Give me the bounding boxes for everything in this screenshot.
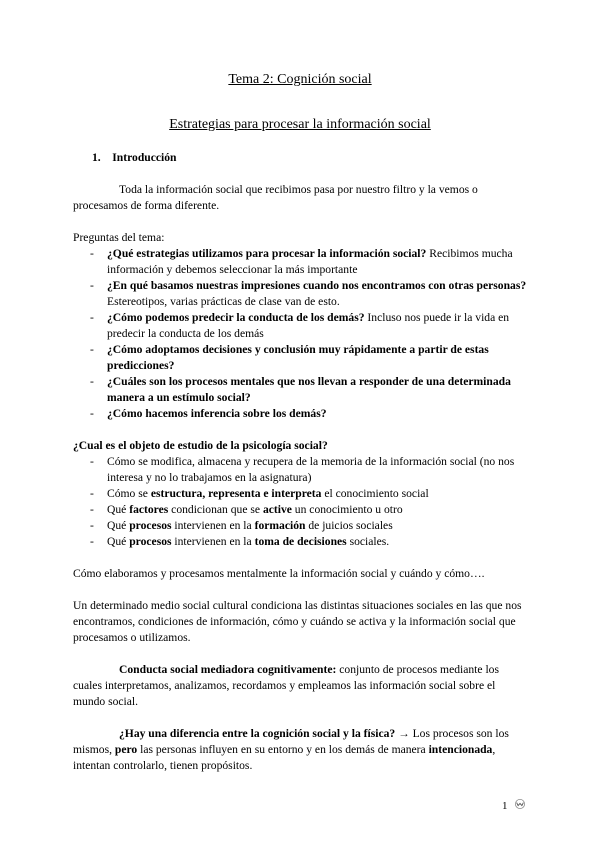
section-number: 1. <box>92 151 101 164</box>
diferencia-text-bold: intencionada <box>428 743 493 756</box>
question-text: Estereotipos, varias prácticas de clase van de esto. <box>107 295 340 308</box>
list-item <box>73 342 528 374</box>
section-title: Introducción <box>112 151 177 164</box>
item-text-bold: active <box>262 503 292 516</box>
item-text: Cómo se modifica, almacena y recupera de la memoria de la información social (no nos interesa y no lo trabajamos en la asignatura) <box>107 455 515 484</box>
list-item <box>73 502 528 518</box>
question-text: Recibimos mucha información y debemos seleccionar la más importante <box>107 247 513 276</box>
item-text: Qué <box>107 503 130 516</box>
item-text: el conocimiento social <box>321 487 429 500</box>
question-bold: ¿Cómo adoptamos decisiones y conclusión muy rápidamente a partir de estas predicciones? <box>107 343 489 372</box>
diferencia-text: las personas influyen en su entorno y en los demás de manera <box>137 743 429 756</box>
page-title: Tema 2: Cognición social <box>228 72 372 87</box>
item-text: Cómo se <box>107 487 151 500</box>
question-bold: ¿Cómo hacemos inferencia sobre los demás? <box>107 407 327 420</box>
paragraph-como: Cómo elaboramos y procesamos mentalmente la información social y cuándo y cómo…. <box>73 567 485 580</box>
question-text: Incluso nos puede ir la vida en predecir la conducta de los demás <box>107 311 510 340</box>
questions-list <box>73 246 528 422</box>
item-text-bold: factores <box>129 503 169 516</box>
item-text: sociales. <box>346 535 390 548</box>
item-text-bold: estructura, representa e interpreta <box>150 487 322 500</box>
page-subtitle: Estrategias para procesar la información social <box>169 117 431 132</box>
question-bold: ¿Qué estrategias utilizamos para procesar la información social? <box>107 247 427 260</box>
item-text-bold: toma de decisiones <box>254 535 347 548</box>
section-heading <box>92 150 177 166</box>
paragraph-conducta <box>73 662 528 710</box>
question-bold: ¿En qué basamos nuestras impresiones cuando nos encontramos con otras personas? <box>107 279 527 292</box>
item-text: Qué <box>107 535 130 548</box>
item-text: intervienen en la <box>171 535 255 548</box>
list-item <box>73 278 528 310</box>
item-text: condicionan que se <box>168 503 263 516</box>
list-item <box>73 534 528 550</box>
diferencia-text: → Los procesos son los mismos, <box>73 727 509 756</box>
paragraph-diferencia <box>73 726 528 774</box>
question-bold: ¿Cómo podemos predecir la conducta de los demás? <box>107 311 365 324</box>
item-text: un conocimiento u otro <box>291 503 403 516</box>
list-item <box>73 406 528 422</box>
list-item <box>73 246 528 278</box>
list-item <box>73 518 528 534</box>
list-item <box>73 486 528 502</box>
item-text: de juicios sociales <box>305 519 393 532</box>
question-bold: ¿Cuáles son los procesos mentales que nos llevan a responder de una determinada manera a un estímulo social? <box>107 375 511 404</box>
item-text-bold: procesos <box>129 535 172 548</box>
list-item <box>73 454 528 486</box>
diferencia-question: ¿Hay una diferencia entre la cognición social y la física? <box>119 727 396 740</box>
paragraph-medio: Un determinado medio social cultural condiciona las distintas situaciones sociales en las que nos encontramos, condiciones de información, cómo y cuándo se activa y la información social que procesamos o utilizamos. <box>73 599 522 644</box>
conducta-term: Conducta social mediadora cognitivamente: <box>119 663 337 676</box>
questions-intro: Preguntas del tema: <box>73 231 165 244</box>
wuolah-logo-icon <box>513 798 527 814</box>
intro-paragraph: Toda la información social que recibimos pasa por nuestro filtro y la vemos o procesamos de forma diferente. <box>73 183 478 212</box>
item-text-bold: procesos <box>129 519 172 532</box>
list-item <box>73 310 528 342</box>
diferencia-text-bold: pero <box>114 743 138 756</box>
page-number: 1 <box>502 800 508 812</box>
item-text: Qué <box>107 519 130 532</box>
item-text: intervienen en la <box>171 519 255 532</box>
diferencia-text: , intentan controlarlo, tienen propósitos. <box>73 743 496 772</box>
conducta-definition: conjunto de procesos mediante los cuales interpretamos, analizamos, recordamos y empleamos las información social sobre el mundo social. <box>73 663 499 708</box>
object-list <box>73 454 528 550</box>
item-text-bold: formación <box>254 519 306 532</box>
object-question-heading: ¿Cual es el objeto de estudio de la psicología social? <box>73 439 328 452</box>
page-footer <box>502 798 527 814</box>
list-item <box>73 374 528 406</box>
